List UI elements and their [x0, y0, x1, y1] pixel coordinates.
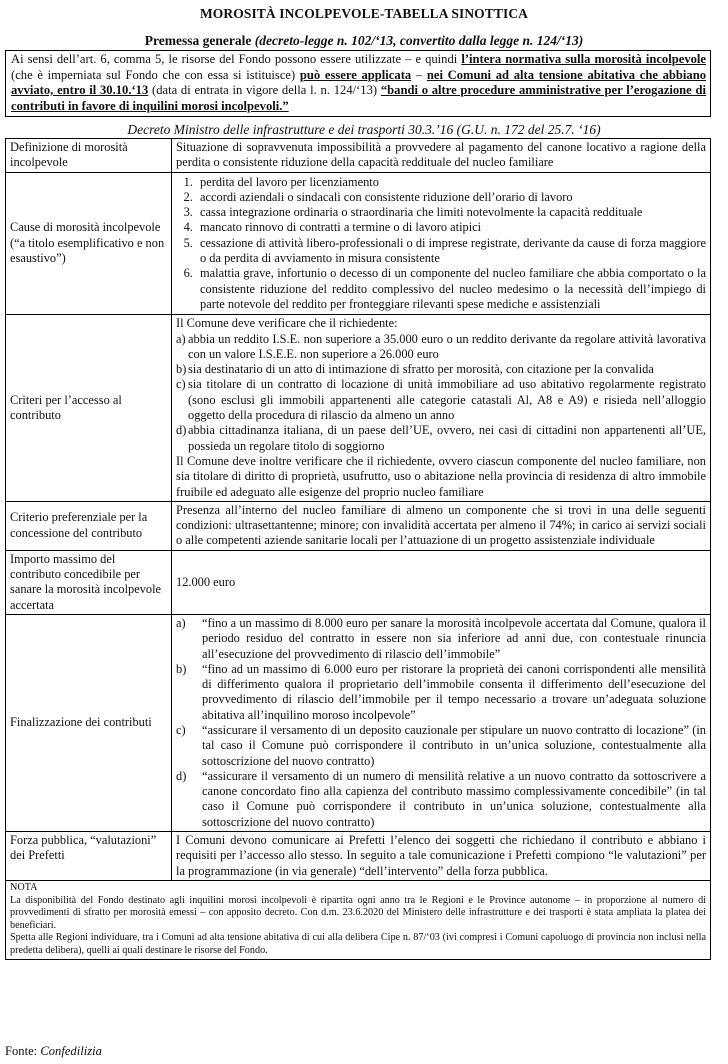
list-item: 1. perdita del lavoro per licenziamento	[196, 175, 706, 190]
premessa-text-1: Ai sensi dell’art. 6, comma 5, le risorse del Fondo possono essere utilizzate – e quindi	[11, 52, 462, 66]
value-finalizzazione	[172, 614, 711, 831]
table-row-cause	[6, 172, 711, 315]
document-title: MOROSITÀ INCOLPEVOLE-TABELLA SINOTTICA	[199, 6, 529, 21]
list-text: abbia un reddito I.S.E. non superiore a 35.000 euro o un reddito derivante da regolare attività lavorativa con un valore I.S.E.E. non superiore a 26.000 euro	[188, 331, 706, 361]
list-item	[176, 332, 706, 363]
list-item	[176, 377, 706, 423]
criteri-intro: Il Comune deve verificare che il richiedente:	[176, 316, 398, 331]
decreto-heading: Decreto Ministro delle infrastrutture e dei trasporti 30.3.’16 (G.U. n. 172 del 25.7. ‘16)	[127, 122, 601, 137]
label-cause-main: Cause di morosità incolpevole	[10, 220, 161, 235]
premessa-text-4: (data di entrata in vigore della l. n. 124/‘13)	[148, 83, 381, 97]
value-criteri	[172, 315, 711, 502]
list-text: sia destinatario di un atto di intimazione di sfratto per morosità, con citazione per la convalida	[188, 362, 654, 377]
nota-paragraph-2: Spetta alle Regioni individuare, tra i Comuni ad alta tensione abitativa di cui alla delibera Cipe n. 87/‘03 (ivi compresi i Comuni capoluogo di provincia non inclusi nella predetta delibera), quelli ai quali destinare le risorse del Fondo.	[10, 932, 706, 956]
premessa-box	[5, 50, 711, 117]
nota-cell	[6, 880, 711, 959]
list-item: 5. cessazione di attività libero-professionali o di imprese registrate, derivante da cause di forza maggiore o da perdita di avviamento in misura consistente	[196, 236, 706, 267]
list-item	[176, 362, 706, 377]
label-preferenziale: Criterio preferenziale per la concessione del contributo	[6, 501, 172, 550]
value-preferenziale: Presenza all’interno del nucleo familiare di almeno un componente che si trovi in una delle seguenti condizioni: ultrasettantenne; minore; con invalidità accertata per almeno il 74%; in carico ai servizi sociali o alle competenti aziende sanitarie locali per l’attuazione di un progetto assistenziale individuale	[172, 501, 711, 550]
label-importo: Importo massimo del contributo concedibile per sanare la morosità incolpevole accertata	[6, 550, 172, 614]
table-row-nota	[6, 880, 711, 959]
list-text: “fino a un massimo di 8.000 euro per sanare la morosità incolpevole accertata dal Comune, qualora il periodo residuo del contratto in essere non sia inferiore ad anni due, con contestuale rinuncia all’esecuzione del provvedimento di rilascio dell’immobile”	[202, 615, 706, 661]
premessa-heading-bold: Premessa generale	[144, 33, 252, 48]
source-name: Confedilizia	[40, 1044, 102, 1058]
list-item	[176, 723, 706, 769]
table-row-criteri	[6, 315, 711, 502]
premessa-text-3: –	[411, 67, 427, 82]
synoptic-table	[5, 138, 711, 960]
list-item	[176, 423, 706, 454]
value-importo: 12.000 euro	[172, 550, 711, 614]
list-text: “fino ad un massimo di 6.000 euro per ristorare la proprietà dei canoni corrispondenti alle mensilità di differimento qualora il proprietario dell’immobile consenta il differimento dell’esecuzione del provvedimento di rilascio dell’immobile per il tempo necessario a trovare un’adeguata soluzione abitativa all’inquilino moroso incolpevole”	[202, 661, 706, 722]
source-line	[5, 1044, 102, 1059]
list-marker: c)	[176, 722, 186, 737]
list-item: 4. mancato rinnovo di contratti a termine o di lavoro atipici	[196, 220, 706, 235]
list-item	[176, 769, 706, 830]
list-item: 6. malattia grave, infortunio o decesso di un componente del nucleo familiare che abbia comportato o la consistente riduzione del reddito complessivo del nucleo medesimo o la necessità dell’impiego di parte notevole del reddito per fronteggiare rilevanti spese mediche e assistenziali	[196, 266, 706, 312]
label-cause	[6, 172, 172, 315]
table-row-importo	[6, 550, 711, 614]
label-definizione: Definizione di morosità incolpevole	[6, 139, 172, 173]
list-item	[176, 662, 706, 723]
cause-list	[176, 175, 706, 313]
nota-heading: NOTA	[10, 881, 38, 893]
nota-paragraph-1: La disponibilità del Fondo destinato agli inquilini morosi incolpevoli è ripartita ogni anno tra le Regioni e le Province autonome – in proporzione al numero di provvedimenti di sfratto per morosità emessi – con apposito decreto. Con d.m. 23.6.2020 del Ministero delle infrastrutture e dei trasporti è stata ampliata la platea dei beneficiari.	[10, 894, 706, 931]
premessa-bold-4: “bandi o altre procedure amministrative per l’erogazione di contributi in favore di inquilini morosi incolpevoli.”	[11, 83, 706, 113]
table-row-definizione	[6, 139, 711, 173]
value-definizione: Situazione di sopravvenuta impossibilità a provvedere al pagamento del canone locativo a ragione della perdita o consistente riduzione della capacità reddituale del nucleo familiare	[172, 139, 711, 173]
list-marker: a)	[176, 615, 186, 630]
list-item	[176, 616, 706, 662]
label-forza: Forza pubblica, “valutazioni” dei Prefetti	[6, 832, 172, 881]
premessa-heading	[0, 33, 728, 49]
premessa-bold-2: può essere applicata	[299, 67, 412, 82]
list-text: sia titolare di un contratto di locazione di unità immobiliare ad uso abitativo regolarmente registrato (sono esclusi gli immobili appartenenti alle categorie catastali Al, A8 e A9) e risieda nell’alloggio oggetto della procedura di rilascio da almeno un anno	[188, 377, 706, 423]
value-cause	[172, 172, 711, 315]
label-criteri: Criteri per l’accesso al contributo	[6, 315, 172, 502]
table-row-forza	[6, 832, 711, 881]
list-item: 2. accordi aziendali o sindacali con consistente riduzione dell’orario di lavoro	[196, 190, 706, 205]
list-marker: c)	[176, 377, 186, 392]
label-finalizzazione: Finalizzazione dei contributi	[6, 614, 172, 831]
list-marker: a)	[176, 331, 186, 346]
premessa-text-2: (che è imperniata sul Fondo che con essa si istituisce)	[11, 67, 300, 82]
table-row-preferenziale	[6, 501, 711, 550]
list-marker: b)	[176, 661, 187, 676]
table-row-finalizzazione	[6, 614, 711, 831]
source-label: Fonte:	[5, 1044, 41, 1058]
list-text: “assicurare il versamento di un deposito cauzionale per stipulare un nuovo contratto di locazione” (in tal caso il Comune può corrispondere il contributo in un’unica soluzione, contestualmente alla sottoscrizione del nuovo contratto)	[202, 722, 706, 768]
premessa-heading-italic: (decreto-legge n. 102/‘13, convertito dalla legge n. 124/‘13)	[254, 33, 584, 48]
list-marker: b)	[176, 362, 187, 377]
list-item: 3. cassa integrazione ordinaria o straordinaria che limiti notevolmente la capacità reddituale	[196, 205, 706, 220]
premessa-bold-1: l’intera normativa sulla morosità incolpevole	[461, 52, 706, 66]
premessa-bold-3: nei Comuni ad alta tensione abitativa che abbiano avviato, entro il 30.10.‘13	[11, 67, 707, 97]
label-cause-note: (“a titolo esemplificativo e non esaustivo”)	[10, 235, 165, 266]
criteri-outro: Il Comune deve inoltre verificare che il richiedente, ovvero ciascun componente del nucleo familiare, non sia titolare di diritto di proprietà, usufrutto, uso o abitazione nella provincia di residenza di altro immobile fruibile ed adeguato alle esigenze del proprio nucleo familiare	[176, 453, 706, 499]
list-marker: d)	[176, 768, 187, 783]
list-text: “assicurare il versamento di un numero di mensilità relative a un nuovo contratto da sottoscrivere a canone concordato fino alla capienza del contributo massimo complessivamente concedibile” (in tal caso il Comune può corrispondere il contributo in un’unica soluzione, contestualmente alla sottoscrizione del nuovo contratto)	[202, 768, 706, 829]
list-text: abbia cittadinanza italiana, di un paese dell’UE, ovvero, nei casi di cittadini non appartenenti all’UE, possieda un regolare titolo di soggiorno	[188, 423, 706, 453]
list-marker: d)	[176, 423, 187, 438]
value-forza: I Comuni devono comunicare ai Prefetti l’elenco dei soggetti che richiedano il contributo e abbiano i requisiti per l’accesso allo stesso. In seguito a tale comunicazione i Prefetti compiono “le valutazioni” per la programmazione (in via generale) “dell’intervento” della forza pubblica.	[172, 832, 711, 881]
